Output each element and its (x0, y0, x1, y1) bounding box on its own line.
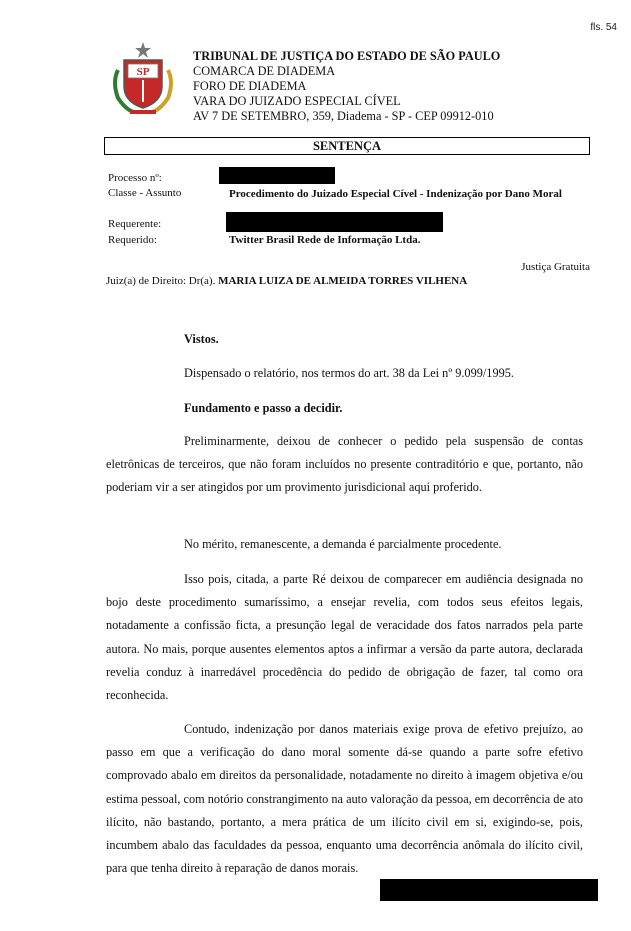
processo-label: Processo nº: (108, 172, 162, 184)
court-address: AV 7 DE SETEMBRO, 359, Diadema - SP - CEP 09912-010 (193, 109, 494, 123)
judge-name: MARIA LUIZA DE ALMEIDA TORRES VILHENA (218, 275, 468, 287)
judge-line (106, 275, 467, 287)
requerido-value: Twitter Brasil Rede de Informação Ltda. (229, 234, 421, 246)
justica-gratuita: Justiça Gratuita (521, 261, 590, 273)
comarca: COMARCA DE DIADEMA (193, 64, 336, 78)
vara: VARA DO JUIZADO ESPECIAL CÍVEL (193, 94, 401, 108)
foro: FORO DE DIADEMA (193, 79, 307, 93)
page-number: fls. 54 (590, 22, 617, 33)
svg-text:SP: SP (136, 66, 150, 78)
paragraph-preliminar: Preliminarmente, deixou de conhecer o pedido pela suspensão de contas eletrônicas de terceiros, que não foram incluídos no presente contraditório e que, portanto, não poderiam vir a ser atingidos por um provimento jurisdicional aqui proferido. (106, 434, 583, 495)
requerido-label: Requerido: (108, 234, 157, 246)
paragraph-revelia: Isso pois, citada, a parte Ré deixou de comparecer em audiência designada no bojo deste procedimento sumaríssimo, a ensejar revelia, com todos seus efeitos legais, notadamente a confissão ficta, a presunção legal de veracidade dos fatos narrados pela parte autora. No mais, porque ausentes elementos aptos a infirmar a versão da parte autora, declarada revelia conduz à inarredável procedência do pedido de obrigação de fazer, tal como ora reconhecida. (106, 572, 583, 703)
paragraph-merito: No mérito, remanescente, a demanda é parcialmente procedente. (184, 537, 502, 551)
redaction-requerente (226, 212, 443, 232)
judge-label: Juiz(a) de Direito: Dr(a). (106, 275, 216, 287)
court-header (193, 49, 500, 124)
redaction-processo (219, 167, 335, 184)
fundamento-heading: Fundamento e passo a decidir. (184, 401, 343, 415)
redaction-footer (380, 879, 598, 901)
court-name: TRIBUNAL DE JUSTIÇA DO ESTADO DE SÃO PAULO (193, 49, 501, 63)
sao-paulo-coat-of-arms (110, 40, 176, 116)
classe-value: Procedimento do Juizado Especial Cível - Indenização por Dano Moral (229, 188, 562, 200)
vistos-heading: Vistos. (184, 332, 219, 346)
document-title: SENTENÇA (104, 137, 590, 155)
classe-label: Classe - Assunto (108, 187, 182, 199)
paragraph-dano-moral: Contudo, indenização por danos materiais exige prova de efetivo prejuízo, ao passo em que a verificação do dano moral somente dá-se quando a parte sofre efetivo comprovado abalo em direitos da personalidade, notadamente no direito à imagem objetiva e/ou estima pessoal, com notório constrangimento na auto valoração da pessoa, em decorrência de ato ilícito, não bastando, portanto, a mera prática de um ilícito civil em si, exigindo-se, pois, incumbem abalo das faculdades da pessoa, enquanto uma decorrência anômala do ilícito civil, para que tenha direito à reparação de danos morais. (106, 722, 584, 876)
dispensado-paragraph: Dispensado o relatório, nos termos do art. 38 da Lei nº 9.099/1995. (184, 366, 514, 380)
requerente-label: Requerente: (108, 218, 162, 230)
